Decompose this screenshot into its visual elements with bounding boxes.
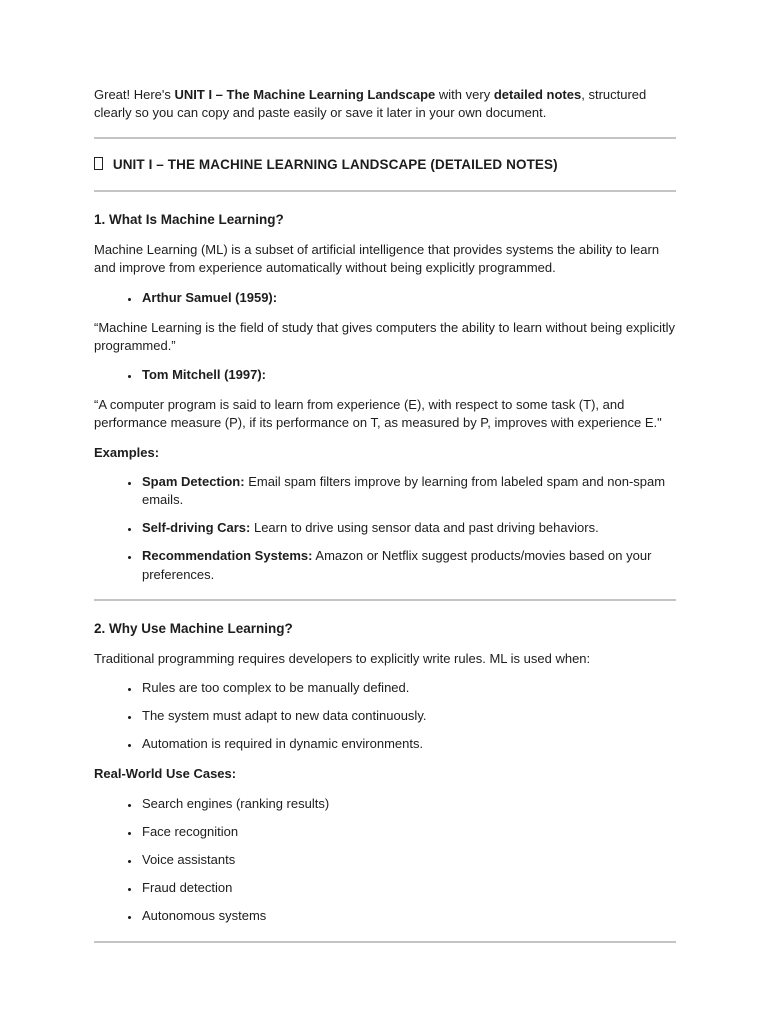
list-item: • Self-driving Cars: Learn to drive using sensor data and past driving behaviors.: [140, 519, 676, 537]
document-title: [94, 156, 676, 175]
section-2-heading: 2. Why Use Machine Learning?: [94, 620, 293, 636]
examples-label: Examples:: [94, 444, 160, 460]
list-item: • Recommendation Systems: Amazon or Netflix suggest products/movies based on your preferences.: [140, 547, 676, 583]
list-item: • Automation is required in dynamic environments.: [140, 735, 676, 753]
list-item: • Autonomous systems: [140, 907, 676, 925]
samuel-bullet-list: [94, 289, 676, 307]
list-item: [140, 289, 676, 307]
mitchell-quote: “A computer program is said to learn from experience (E), with respect to some task (T), and performance measure (P), if its performance on T, as measured by P, improves with experience E.": [94, 397, 662, 431]
list-item: • Voice assistants: [140, 851, 676, 869]
mitchell-bullet-list: [94, 366, 676, 384]
list-item: • Spam Detection: Email spam filters improve by learning from labeled spam and non-spam emails.: [140, 473, 676, 509]
mitchell-bullet-label: Tom Mitchell (1997):: [142, 367, 267, 383]
divider: [94, 941, 676, 943]
use-cases-list: [94, 795, 676, 926]
divider: [94, 190, 676, 192]
list-item: • Face recognition: [140, 823, 676, 841]
list-item: • Search engines (ranking results): [140, 795, 676, 813]
list-item: • The system must adapt to new data continuously.: [140, 707, 676, 725]
samuel-quote: “Machine Learning is the field of study that gives computers the ability to learn without being explicitly programmed.”: [94, 319, 675, 353]
missing-emoji-icon: [94, 157, 103, 170]
use-cases-label: Real-World Use Cases:: [94, 766, 237, 782]
why-ml-paragraph: Traditional programming requires developers to explicitly write rules. ML is used when:: [94, 650, 591, 666]
samuel-bullet-label: Arthur Samuel (1959):: [142, 289, 278, 305]
ml-definition-paragraph: Machine Learning (ML) is a subset of artificial intelligence that provides systems the ability to learn and improve from experience automatically without being explicitly programmed.: [94, 242, 660, 276]
divider: [94, 599, 676, 601]
list-item: • Rules are too complex to be manually defined.: [140, 679, 676, 697]
intro-paragraph: Great! Here's UNIT I – The Machine Learning Landscape with very detailed notes, structured clearly so you can copy and paste easily or save it later in your own document.: [94, 87, 647, 121]
divider: [94, 137, 676, 139]
examples-list: [94, 473, 676, 584]
section-1-heading: 1. What Is Machine Learning?: [94, 212, 284, 228]
document-title-text: UNIT I – THE MACHINE LEARNING LANDSCAPE (DETAILED NOTES): [112, 157, 558, 173]
list-item: • Fraud detection: [140, 879, 676, 897]
reasons-list: [94, 679, 676, 754]
list-item: [140, 366, 676, 384]
